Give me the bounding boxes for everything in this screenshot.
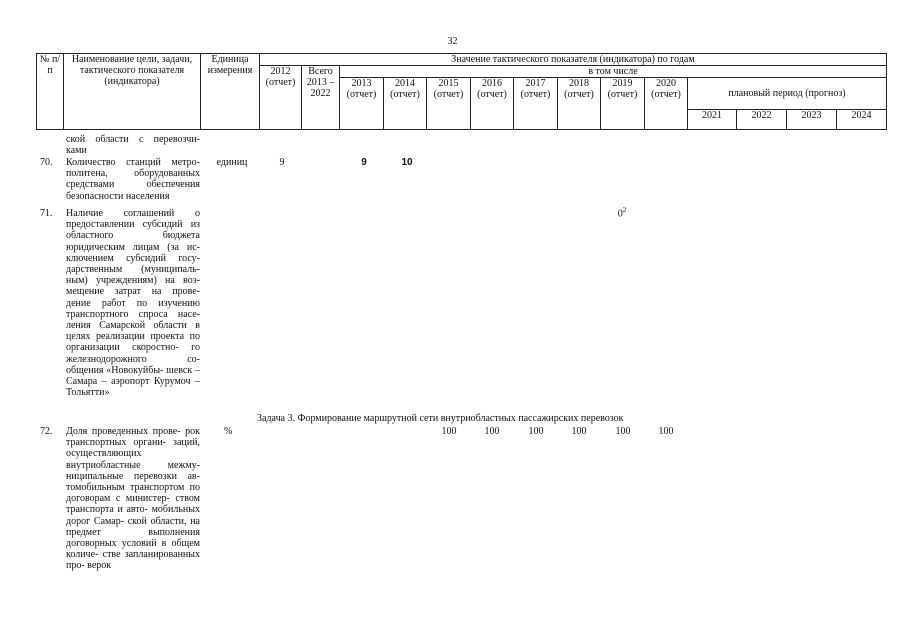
page-number: 32 <box>447 36 458 47</box>
row-70-value-2012: 9 <box>279 157 285 168</box>
row-72-unit: % <box>224 426 233 437</box>
header-unit: Единица измерения <box>201 54 260 130</box>
header-year-2019: 2019 (отчет) <box>601 78 645 130</box>
header-year-2020: 2020 (отчет) <box>645 78 688 130</box>
row-72-value-2019: 100 <box>615 426 631 437</box>
header-plan-2024: 2024 <box>837 110 887 130</box>
row-72-value-2020: 100 <box>658 426 674 437</box>
row-70-name: Количество станций метро- политена, оборудованных средствами обеспечения безопасности населения <box>66 157 200 202</box>
task-3-heading: Задача 3. Формирование маршрутной сети внутриобластных пассажирских перевозок <box>257 413 624 424</box>
footnote-mark: 2 <box>622 206 627 214</box>
row-70-value-2013: 9 <box>361 157 367 168</box>
header-plan-2021: 2021 <box>688 110 737 130</box>
row-70-value-2014: 10 <box>401 157 413 168</box>
header-2012: 2012 (отчет) <box>260 66 302 130</box>
row-71-num: 71. <box>40 208 53 219</box>
continuation-text: ской области с перевозчи- ками <box>66 134 200 157</box>
row-72-value-2017: 100 <box>528 426 544 437</box>
header-total: Всего 2013 – 2022 <box>302 66 340 130</box>
row-72-value-2015: 100 <box>441 426 457 437</box>
header-num: № п/п <box>37 54 64 130</box>
row-72-name: Доля проведенных прове- рок транспортных органи- заций, осуществляющих внутриобластные межму- ниципальные перевозки ав- томобильным транспортом по договорам с министер- ством транспорта и авто- мобильных дорог Самар- ской области, на предмет выполнения договорных условий в общем количе- стве запланированных про- верок <box>66 426 200 572</box>
header-year-2018: 2018 (отчет) <box>558 78 601 130</box>
header-year-2014: 2014 (отчет) <box>384 78 427 130</box>
header-year-2017: 2017 (отчет) <box>514 78 558 130</box>
header-year-2013: 2013 (отчет) <box>340 78 384 130</box>
indicator-table-header <box>36 53 887 130</box>
header-values: Значение тактического показателя (индикатора) по годам <box>260 54 887 66</box>
header-plan-2022: 2022 <box>737 110 787 130</box>
header-plan: плановый период (прогноз) <box>688 78 887 110</box>
row-70-unit: единиц <box>216 157 248 168</box>
row-72-value-2016: 100 <box>484 426 500 437</box>
row-72-num: 72. <box>40 426 53 437</box>
header-year-2015: 2015 (отчет) <box>427 78 471 130</box>
row-72-value-2018: 100 <box>571 426 587 437</box>
row-70-num: 70. <box>40 157 53 168</box>
row-71-name: Наличие соглашений о предоставлении субсидий из областного бюджета юридическим лицам (за ис- ключением субсидий госу- дарственным (муниципаль- ным) учреждениям) на воз- мещение затрат на прове- дение работ по изучению транспортного спроса насе- ления Самарской области в целях реализации проекта по организации скоростно- го железнодорожного со- общения «Новокуйбы- шевск – Самара – аэропорт Курумоч – Тольятти» <box>66 208 200 399</box>
header-year-2016: 2016 (отчет) <box>471 78 514 130</box>
header-plan-2023: 2023 <box>787 110 837 130</box>
row-71-value-2019: $0^2$ <box>617 206 627 220</box>
header-incl: в том числе <box>340 66 887 78</box>
header-name: Наименование цели, задачи, тактического показателя (индикатора) <box>64 54 201 130</box>
